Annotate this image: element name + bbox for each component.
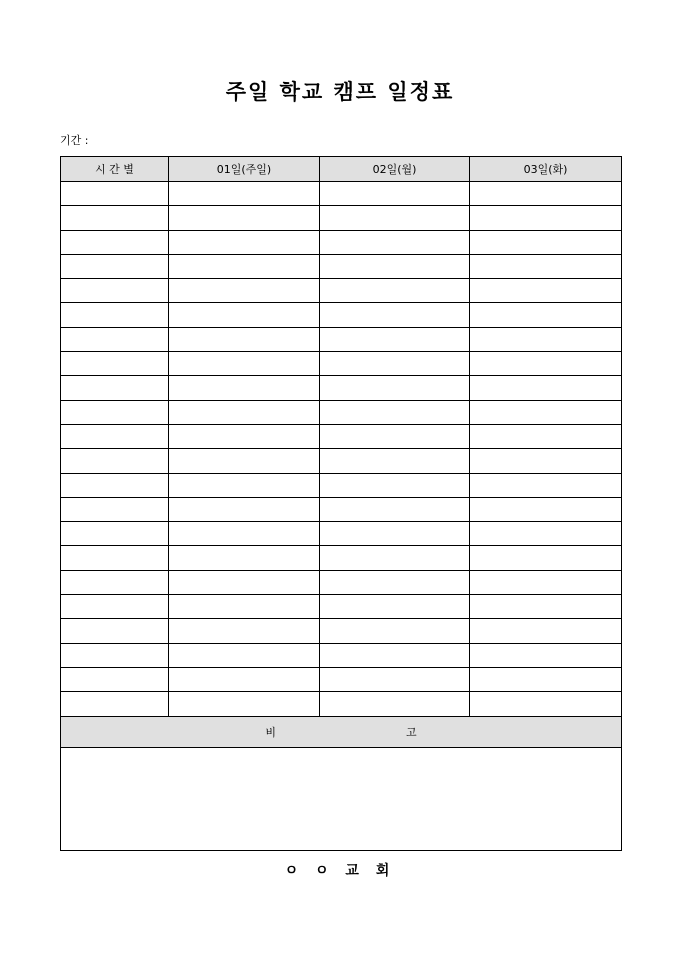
table-row (61, 570, 622, 594)
schedule-cell[interactable] (320, 570, 470, 594)
table-row (61, 376, 622, 400)
time-cell[interactable] (61, 182, 169, 206)
remarks-body-row (61, 747, 622, 850)
schedule-cell[interactable] (169, 522, 320, 546)
schedule-cell[interactable] (169, 595, 320, 619)
schedule-cell[interactable] (169, 182, 320, 206)
table-row (61, 667, 622, 691)
schedule-cell[interactable] (169, 424, 320, 448)
table-row (61, 352, 622, 376)
schedule-cell[interactable] (320, 619, 470, 643)
schedule-cell[interactable] (320, 279, 470, 303)
schedule-cell[interactable] (470, 643, 622, 667)
time-cell[interactable] (61, 667, 169, 691)
time-cell[interactable] (61, 327, 169, 351)
time-cell[interactable] (61, 473, 169, 497)
remarks-header (61, 716, 622, 747)
time-cell[interactable] (61, 595, 169, 619)
schedule-cell[interactable] (470, 449, 622, 473)
time-cell[interactable] (61, 643, 169, 667)
schedule-cell[interactable] (169, 643, 320, 667)
table-row (61, 279, 622, 303)
schedule-cell[interactable] (470, 570, 622, 594)
table-row (61, 546, 622, 570)
schedule-cell[interactable] (169, 449, 320, 473)
schedule-cell[interactable] (169, 279, 320, 303)
table-row (61, 424, 622, 448)
remarks-header-row (61, 716, 622, 747)
time-cell[interactable] (61, 522, 169, 546)
schedule-cell[interactable] (470, 400, 622, 424)
schedule-cell[interactable] (470, 279, 622, 303)
table-row (61, 449, 622, 473)
remarks-char-1: 비 (265, 725, 276, 739)
table-row (61, 182, 622, 206)
table-row (61, 522, 622, 546)
schedule-cell[interactable] (470, 497, 622, 521)
time-cell[interactable] (61, 230, 169, 254)
schedule-cell[interactable] (470, 182, 622, 206)
schedule-cell[interactable] (470, 230, 622, 254)
schedule-table (60, 156, 622, 851)
schedule-cell[interactable] (320, 424, 470, 448)
schedule-cell[interactable] (470, 595, 622, 619)
table-row (61, 303, 622, 327)
time-cell[interactable] (61, 546, 169, 570)
schedule-cell[interactable] (320, 182, 470, 206)
schedule-cell[interactable] (169, 206, 320, 230)
schedule-cell[interactable] (169, 400, 320, 424)
table-row (61, 595, 622, 619)
schedule-cell[interactable] (320, 376, 470, 400)
schedule-cell[interactable] (470, 206, 622, 230)
schedule-cell[interactable] (470, 667, 622, 691)
table-row (61, 692, 622, 716)
time-cell[interactable] (61, 400, 169, 424)
time-cell[interactable] (61, 424, 169, 448)
time-cell[interactable] (61, 352, 169, 376)
time-cell[interactable] (61, 254, 169, 278)
table-row (61, 327, 622, 351)
table-row (61, 400, 622, 424)
schedule-cell[interactable] (470, 303, 622, 327)
schedule-cell[interactable] (470, 376, 622, 400)
table-row (61, 473, 622, 497)
schedule-cell[interactable] (320, 352, 470, 376)
schedule-cell[interactable] (169, 352, 320, 376)
schedule-cell[interactable] (169, 473, 320, 497)
table-row (61, 619, 622, 643)
schedule-cell[interactable] (470, 473, 622, 497)
schedule-cell[interactable] (470, 254, 622, 278)
remarks-char-2: 고 (406, 725, 417, 739)
schedule-cell[interactable] (320, 327, 470, 351)
header-day3: 03일(화) (470, 157, 622, 182)
schedule-cell[interactable] (470, 619, 622, 643)
table-row (61, 206, 622, 230)
time-cell[interactable] (61, 497, 169, 521)
schedule-cell[interactable] (320, 400, 470, 424)
schedule-cell[interactable] (470, 692, 622, 716)
time-cell[interactable] (61, 376, 169, 400)
schedule-cell[interactable] (169, 230, 320, 254)
schedule-cell[interactable] (169, 570, 320, 594)
schedule-cell[interactable] (320, 497, 470, 521)
header-time: 시 간 별 (61, 157, 169, 182)
church-name: ㅇ ㅇ 교 회 (284, 863, 396, 879)
schedule-cell[interactable] (320, 473, 470, 497)
schedule-cell[interactable] (320, 546, 470, 570)
schedule-cell[interactable] (320, 692, 470, 716)
schedule-cell[interactable] (169, 254, 320, 278)
schedule-cell[interactable] (470, 352, 622, 376)
schedule-cell[interactable] (169, 546, 320, 570)
schedule-cell[interactable] (470, 424, 622, 448)
schedule-cell[interactable] (320, 522, 470, 546)
time-cell[interactable] (61, 570, 169, 594)
schedule-cell[interactable] (169, 692, 320, 716)
time-cell[interactable] (61, 692, 169, 716)
schedule-cell[interactable] (320, 595, 470, 619)
schedule-cell[interactable] (169, 667, 320, 691)
schedule-cell[interactable] (169, 497, 320, 521)
schedule-cell[interactable] (320, 230, 470, 254)
schedule-cell[interactable] (320, 254, 470, 278)
table-row (61, 230, 622, 254)
schedule-cell[interactable] (169, 619, 320, 643)
time-cell[interactable] (61, 449, 169, 473)
remarks-cell[interactable] (61, 747, 622, 850)
page-title: 주일 학교 캠프 일정표 (225, 79, 455, 104)
period-label: 기간 : (60, 134, 89, 147)
schedule-cell[interactable] (470, 327, 622, 351)
header-day2: 02일(월) (320, 157, 470, 182)
time-cell[interactable] (61, 619, 169, 643)
header-day1: 01일(주일) (169, 157, 320, 182)
schedule-cell[interactable] (320, 643, 470, 667)
schedule-cell[interactable] (169, 376, 320, 400)
table-header-row (61, 157, 622, 182)
schedule-cell[interactable] (470, 546, 622, 570)
schedule-cell[interactable] (169, 303, 320, 327)
time-cell[interactable] (61, 303, 169, 327)
schedule-cell[interactable] (320, 667, 470, 691)
time-cell[interactable] (61, 279, 169, 303)
table-row (61, 643, 622, 667)
schedule-cell[interactable] (320, 206, 470, 230)
schedule-cell[interactable] (320, 449, 470, 473)
time-cell[interactable] (61, 206, 169, 230)
schedule-cell[interactable] (320, 303, 470, 327)
table-row (61, 497, 622, 521)
schedule-cell[interactable] (169, 327, 320, 351)
schedule-cell[interactable] (470, 522, 622, 546)
table-row (61, 254, 622, 278)
